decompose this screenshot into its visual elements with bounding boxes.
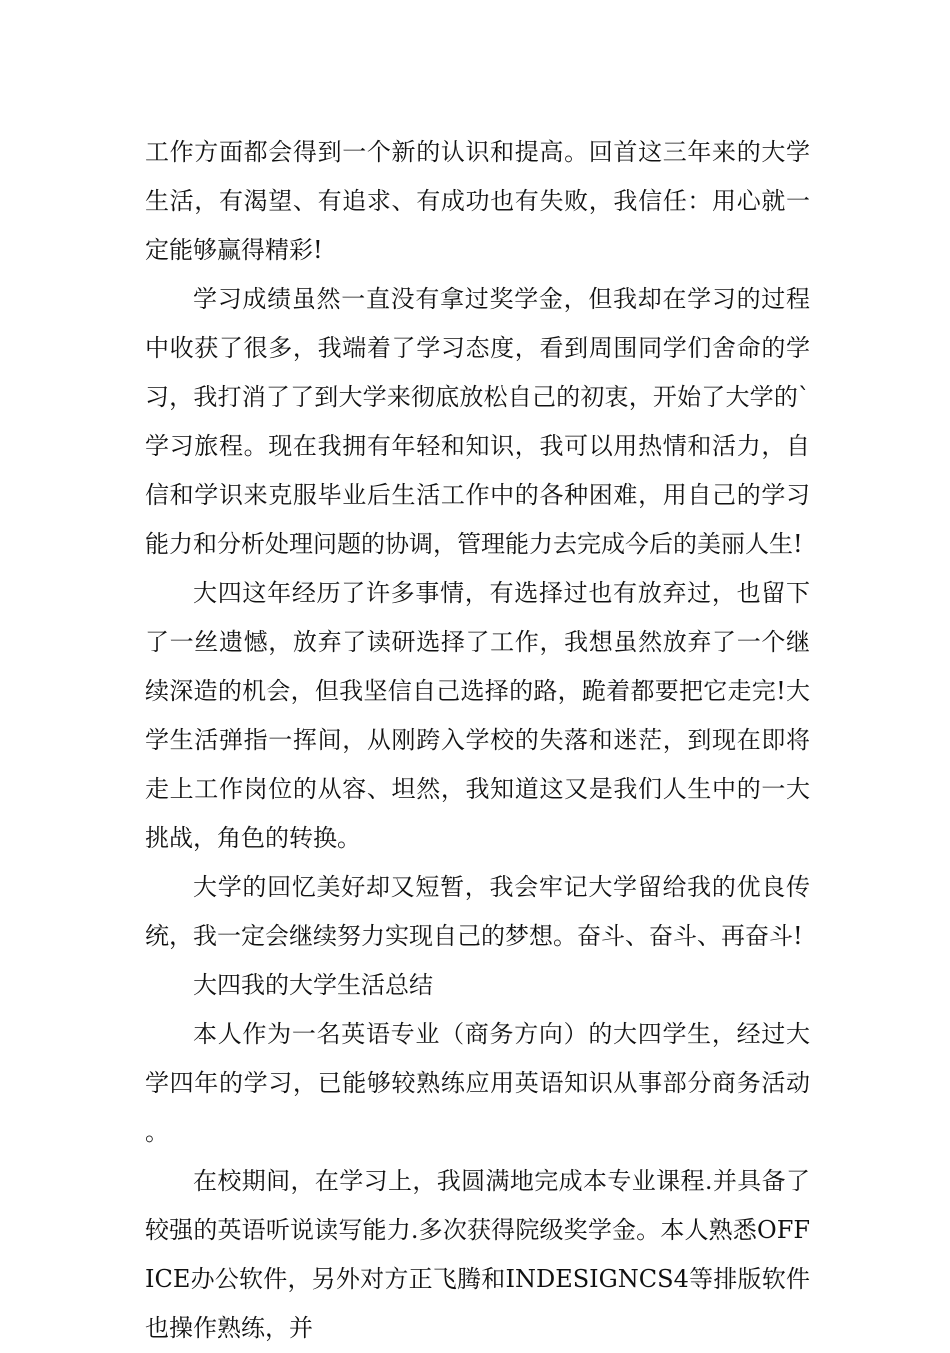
paragraph-4: 大学的回忆美好却又短暂，我会牢记大学留给我的优良传统，我一定会继续努力实现自己的梦想。奋斗、奋斗、再奋斗! xyxy=(145,873,810,950)
paragraph-2: 学习成绩虽然一直没有拿过奖学金，但我却在学习的过程中收获了很多，我端着了学习态度，看到周围同学们舍命的学习，我打消了了到大学来彻底放松自己的初衷，开始了大学的`学习旅程。现在我拥有年轻和知识，我可以用热情和活力，自信和学识来克服毕业后生活工作中的各种困难，用自己的学习能力和分析处理问题的协调，管理能力去完成今后的美丽人生! xyxy=(145,285,810,558)
paragraph-6: 在校期间，在学习上，我圆满地完成本专业课程.并具备了较强的英语听说读写能力.多次获得院级奖学金。本人熟悉OFFICE办公软件，另外对方正飞腾和INDESIGNCS4等排版软件也操作熟练，并 xyxy=(145,1167,810,1342)
document-body xyxy=(145,128,810,1353)
paragraph-5: 本人作为一名英语专业（商务方向）的大四学生，经过大学四年的学习，已能够较熟练应用英语知识从事部分商务活动。 xyxy=(145,1020,810,1146)
section-heading: 大四我的大学生活总结 xyxy=(193,971,433,999)
paragraph-3: 大四这年经历了许多事情，有选择过也有放弃过，也留下了一丝遗憾，放弃了读研选择了工作，我想虽然放弃了一个继续深造的机会，但我坚信自己选择的路，跪着都要把它走完!大学生活弹指一挥间，从刚跨入学校的失落和迷茫，到现在即将走上工作岗位的从容、坦然，我知道这又是我们人生中的一大挑战，角色的转换。 xyxy=(145,579,810,852)
paragraph-1: 工作方面都会得到一个新的认识和提高。回首这三年来的大学生活，有渴望、有追求、有成功也有失败，我信任：用心就一定能够赢得精彩! xyxy=(145,138,810,264)
